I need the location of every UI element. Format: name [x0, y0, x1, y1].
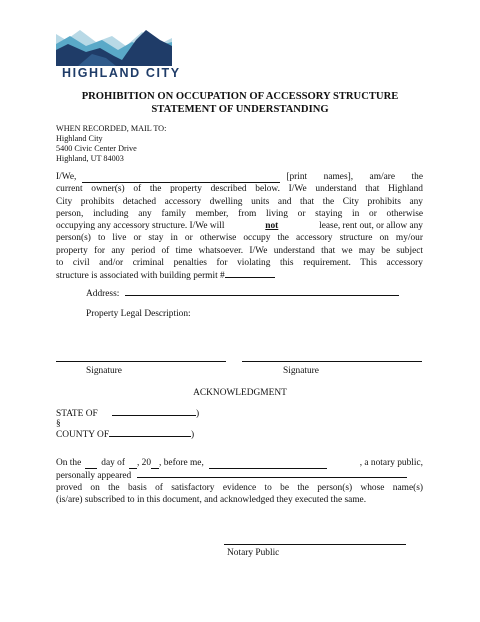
- iwe-label: I/We,: [56, 172, 77, 182]
- address-field[interactable]: [125, 287, 399, 296]
- year-field[interactable]: [151, 460, 159, 469]
- year-prefix: , 20: [136, 458, 152, 468]
- statement-line: [56, 220, 423, 232]
- address-row: [86, 287, 399, 300]
- mail-to-street: 5400 Civic Center Drive: [56, 144, 137, 153]
- permit-number-field[interactable]: [225, 269, 275, 278]
- permit-label: structure is associated with building permit #: [56, 271, 225, 282]
- names-line: [56, 171, 423, 183]
- occupying-post: lease, rent out, or allow any: [319, 221, 423, 232]
- signature-label-left: Signature: [86, 366, 122, 376]
- mail-to-name: Highland City: [56, 134, 103, 143]
- mountain-logo-icon: [56, 20, 172, 66]
- proved-line: proved on the basis of satisfactory evidence to be the person(s) whose name(s): [56, 483, 423, 493]
- statement-line: current owner(s) of the property described below. I/We understand that Highland: [56, 184, 423, 195]
- day-field[interactable]: [85, 460, 97, 469]
- signature-line-right[interactable]: [242, 361, 422, 362]
- state-paren: ): [196, 409, 200, 419]
- appeared-name-field[interactable]: [137, 469, 407, 478]
- print-names-field[interactable]: [82, 174, 280, 183]
- on-the-label: On the: [56, 458, 82, 468]
- county-row: [56, 428, 194, 441]
- before-me-label: , before me,: [159, 458, 204, 468]
- document-subtitle: STATEMENT OF UNDERSTANDING: [151, 104, 329, 115]
- statement-line: property for any period of time whatsoever. I/We understand that we may be subject: [56, 245, 423, 256]
- notary-signature-line[interactable]: [224, 544, 406, 545]
- document-title: PROHIBITION ON OCCUPATION OF ACCESSORY STRUCTURE: [81, 91, 399, 102]
- statement-paragraph: [56, 171, 423, 283]
- state-field[interactable]: [112, 407, 196, 416]
- county-label: COUNTY OF: [56, 430, 110, 440]
- county-paren: ): [191, 430, 195, 440]
- print-names-label: [print names], am/are the: [286, 172, 423, 182]
- logo-text: HIGHLAND CITY: [62, 66, 181, 80]
- personally-appeared-label: personally appeared: [56, 471, 132, 481]
- subscribed-line: (is/are) subscribed to in this document, and acknowledged they executed the same.: [56, 495, 367, 505]
- state-label: STATE OF: [56, 409, 98, 419]
- notary-name-field[interactable]: [209, 460, 327, 469]
- statement-line: City prohibits detached accessory dwelling units and that the City prohibits any: [56, 196, 423, 207]
- address-label: Address:: [86, 289, 120, 299]
- mail-to-block: [56, 124, 166, 164]
- acknowledgment-heading: ACKNOWLEDGMENT: [193, 388, 287, 398]
- mail-to-city: Highland, UT 84003: [56, 154, 124, 163]
- permit-line: [56, 269, 423, 282]
- statement-line: to civil and/or criminal penalties for violating this requirement. This accessory: [56, 258, 423, 269]
- legal-description-label: Property Legal Description:: [86, 309, 191, 319]
- notary-date-row: [56, 457, 423, 469]
- day-of-label: day of: [101, 458, 125, 468]
- occupying-pre: occupying any accessory structure. I/We will: [56, 221, 225, 232]
- highland-city-logo: [56, 20, 181, 82]
- state-row: [56, 407, 199, 420]
- statement-line: person(s) to live or stay in or otherwise occupy the accessory structure on my/our: [56, 233, 423, 244]
- notary-public-inline: , a notary public,: [359, 458, 423, 468]
- county-field[interactable]: [109, 428, 191, 437]
- section-symbol: §: [56, 419, 61, 429]
- signature-line-left[interactable]: [56, 361, 226, 362]
- month-field[interactable]: [129, 460, 137, 469]
- statement-line: person, including any family member, from living or staying in or otherwise: [56, 208, 423, 219]
- appeared-row: [56, 469, 407, 482]
- notary-public-label: Notary Public: [227, 548, 280, 558]
- mail-to-label: WHEN RECORDED, MAIL TO:: [56, 124, 167, 133]
- not-emphasis: not: [265, 221, 279, 232]
- signature-label-right: Signature: [283, 366, 319, 376]
